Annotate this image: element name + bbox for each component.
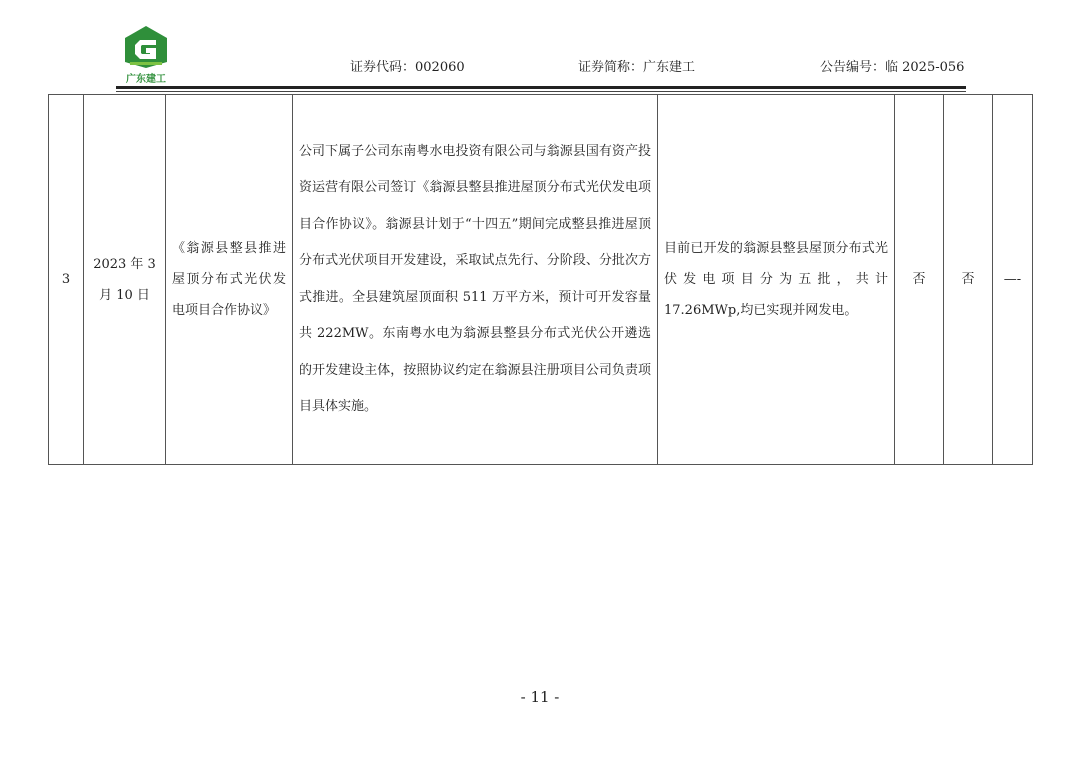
security-code: 证券代码：002060 — [350, 60, 465, 75]
company-logo — [118, 24, 174, 84]
logo-text: 广东建工 — [126, 74, 166, 85]
header-rule-thin — [116, 91, 966, 92]
page-number: - 11 - — [520, 688, 560, 706]
cell-col8: —- — [993, 95, 1033, 465]
announcement-number: 公告编号：临 2025-056 — [820, 60, 965, 75]
security-short-name: 证券简称：广东建工 — [578, 60, 696, 75]
cell-col6: 否 — [895, 95, 944, 465]
agreement-table — [48, 94, 1033, 465]
table-row — [49, 95, 1033, 465]
cell-col7: 否 — [944, 95, 993, 465]
cell-progress: 目前已开发的翁源县整县屋顶分布式光伏发电项目分为五批，共计 17.26MWp,均已实现并网发电。 — [658, 95, 895, 465]
cell-agreement-title: 《翁源县整县推进屋顶分布式光伏发电项目合作协议》 — [166, 95, 293, 465]
cell-description — [293, 95, 658, 465]
cell-seq: 3 — [49, 95, 84, 465]
description-text: 公司下属子公司东南粤水电投资有限公司与翁源县国有资产投资运营有限公司签订《翁源县整县推进屋顶分布式光伏发电项目合作协议》。翁源县计划于“十四五”期间完成整县推进屋顶分布式光伏项目开发建设，采取试点先行、分阶段、分批次方式推进。全县建筑屋顶面积 511 万平方米，预计可开发容量共 222MW。东南粤水电为翁源县整县分布式光伏公开遴选的开发建设主体，按照协议约定在翁源县注册项目公司负责项目具体实施。 — [299, 143, 651, 414]
logo-g-icon — [118, 24, 174, 70]
header-rule-thick — [116, 86, 966, 89]
cell-date: 2023 年 3 月 10 日 — [84, 95, 166, 465]
